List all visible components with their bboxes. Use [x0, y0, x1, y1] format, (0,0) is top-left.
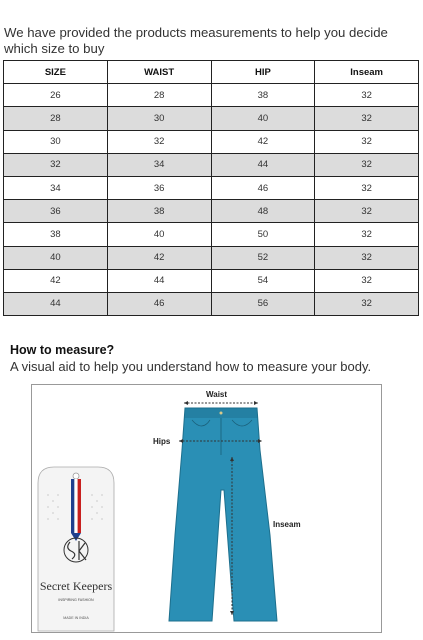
cell-waist: 32	[107, 130, 211, 153]
cell-waist: 28	[107, 84, 211, 107]
cell-hip: 44	[211, 153, 315, 176]
cell-inseam: 32	[315, 107, 419, 130]
brand-origin: MADE IN INDIA	[63, 616, 89, 620]
table-row	[4, 84, 419, 107]
brand-tagline: INSPIRING FASHION	[58, 598, 94, 602]
header-size: SIZE	[4, 61, 108, 84]
cell-hip: 38	[211, 84, 315, 107]
cell-waist: 30	[107, 107, 211, 130]
cell-hip: 48	[211, 200, 315, 223]
cell-size: 42	[4, 269, 108, 292]
cell-hip: 50	[211, 223, 315, 246]
table-row	[4, 246, 419, 269]
cell-hip: 52	[211, 246, 315, 269]
cell-size: 34	[4, 176, 108, 199]
brand-hang-tag	[38, 467, 114, 631]
table-row	[4, 130, 419, 153]
cell-hip: 40	[211, 107, 315, 130]
inseam-label: Inseam	[273, 520, 301, 529]
cell-hip: 56	[211, 292, 315, 315]
header-inseam: Inseam	[315, 61, 419, 84]
table-row	[4, 269, 419, 292]
cell-hip: 46	[211, 176, 315, 199]
cell-size: 38	[4, 223, 108, 246]
tag-ribbon	[71, 479, 81, 541]
cell-size: 44	[4, 292, 108, 315]
cell-waist: 44	[107, 269, 211, 292]
table-row	[4, 200, 419, 223]
cell-inseam: 32	[315, 223, 419, 246]
waist-label: Waist	[206, 390, 228, 399]
cell-size: 26	[4, 84, 108, 107]
cell-inseam: 32	[315, 246, 419, 269]
cell-size: 28	[4, 107, 108, 130]
cell-inseam: 32	[315, 176, 419, 199]
cell-waist: 42	[107, 246, 211, 269]
intro-text: We have provided the products measurements to help you decide which size to buy	[4, 25, 388, 56]
cell-size: 32	[4, 153, 108, 176]
cell-size: 30	[4, 130, 108, 153]
header-hip: HIP	[211, 61, 315, 84]
how-to-measure-subtitle: A visual aid to help you understand how to measure your body.	[10, 359, 372, 374]
table-row	[4, 223, 419, 246]
table-row	[4, 107, 419, 130]
cell-hip: 42	[211, 130, 315, 153]
cell-waist: 38	[107, 200, 211, 223]
cell-inseam: 32	[315, 130, 419, 153]
cell-inseam: 32	[315, 200, 419, 223]
cell-waist: 34	[107, 153, 211, 176]
cell-inseam: 32	[315, 153, 419, 176]
header-waist: WAIST	[107, 61, 211, 84]
table-row	[4, 292, 419, 315]
cell-hip: 54	[211, 269, 315, 292]
cell-inseam: 32	[315, 292, 419, 315]
cell-inseam: 32	[315, 84, 419, 107]
cell-waist: 36	[107, 176, 211, 199]
jeans-illustration	[169, 408, 277, 621]
measurement-visual-aid	[31, 384, 382, 633]
waist-measure-line	[184, 401, 258, 405]
table-row	[4, 153, 419, 176]
brand-name: Secret Keepers	[39, 579, 113, 593]
table-header-row	[4, 61, 419, 84]
cell-waist: 40	[107, 223, 211, 246]
cell-size: 36	[4, 200, 108, 223]
tag-hole	[73, 473, 79, 479]
cell-size: 40	[4, 246, 108, 269]
how-to-measure-title: How to measure?	[10, 343, 115, 357]
table-row	[4, 176, 419, 199]
measurement-diagram	[32, 385, 383, 634]
size-chart-table	[3, 60, 419, 316]
hips-label: Hips	[153, 437, 171, 446]
cell-waist: 46	[107, 292, 211, 315]
cell-inseam: 32	[315, 269, 419, 292]
